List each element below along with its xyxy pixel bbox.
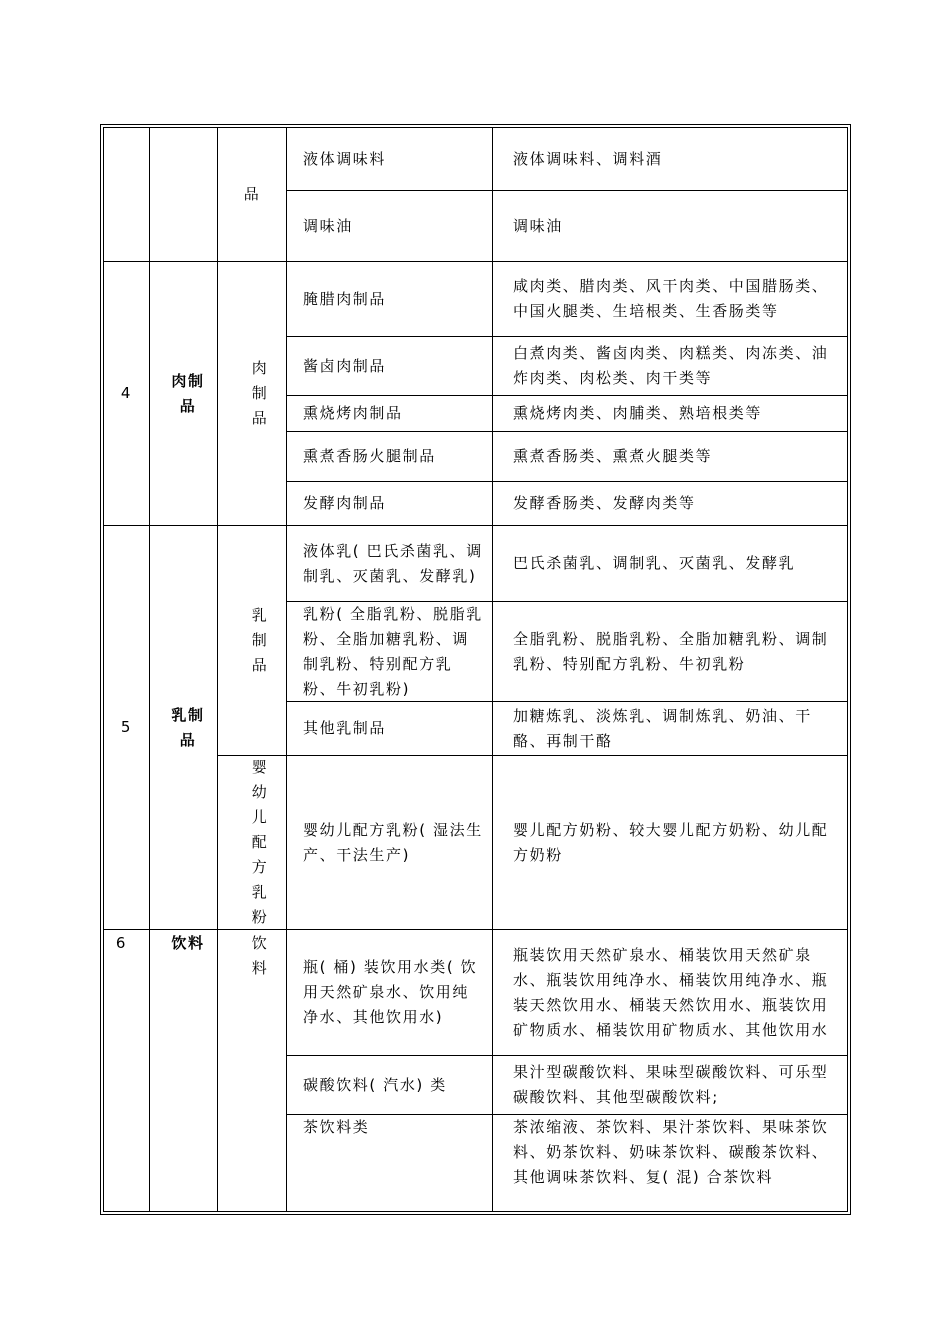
item-detail-cell (513, 756, 843, 929)
item-detail-cell (513, 432, 843, 481)
item-detail: 全脂乳粉、脱脂乳粉、全脂加糖乳粉、调制乳粉、特别配方乳粉、牛初乳粉 (513, 629, 829, 673)
item-name: 其他乳制品 (303, 719, 387, 737)
subcategory-cell (250, 262, 270, 525)
item-detail: 液体调味料、调料酒 (513, 149, 663, 168)
item-detail: 巴氏杀菌乳、调制乳、灭菌乳、发酵乳 (513, 554, 796, 572)
item-name-cell (303, 128, 483, 190)
item-name: 熏烧烤肉制品 (303, 404, 403, 422)
subcategory-text: 乳制品 (251, 606, 269, 674)
item-name: 熏煮香肠火腿制品 (303, 447, 436, 465)
item-name: 液体调味料 (303, 149, 387, 168)
item-name: 瓶( 桶) 装饮用水类( 饮用天然矿泉水、饮用纯净水、其他饮用水) (303, 958, 478, 1026)
category-cell (168, 526, 208, 929)
item-name-cell (303, 756, 483, 929)
item-detail-cell (513, 602, 843, 701)
col-divider (492, 127, 493, 1212)
item-name-cell (303, 482, 483, 525)
item-detail-cell (513, 128, 843, 190)
item-name: 婴幼儿配方乳粉( 湿法生产、干法生产) (303, 820, 483, 864)
item-name-cell (303, 1115, 483, 1211)
col-divider (286, 127, 287, 1212)
item-detail: 加糖炼乳、淡炼乳、调制炼乳、奶油、干酪、再制干酪 (513, 706, 812, 750)
item-name: 发酵肉制品 (303, 494, 387, 512)
item-name-cell (303, 702, 483, 755)
item-detail-cell (513, 191, 843, 261)
item-name-cell (303, 432, 483, 481)
item-name-cell (303, 526, 483, 601)
item-detail: 茶浓缩液、茶饮料、果汁茶饮料、果味茶饮料、奶茶饮料、奶味茶饮料、碳酸茶饮料、其他调味茶饮料、复( 混) 合茶饮料 (513, 1118, 829, 1186)
col-divider (217, 127, 218, 1212)
item-name-cell (303, 602, 483, 701)
item-detail-cell (513, 482, 843, 525)
item-name-cell (303, 1056, 483, 1114)
row-number-cell (104, 526, 149, 929)
item-detail-cell (513, 1115, 843, 1211)
item-detail: 果汁型碳酸饮料、果味型碳酸饮料、可乐型碳酸饮料、其他型碳酸饮料; (513, 1063, 829, 1106)
item-name: 腌腊肉制品 (303, 289, 387, 308)
row-number-cell (104, 262, 149, 525)
subcategory-text: 肉制品 (251, 359, 269, 427)
item-name: 液体乳( 巴氏杀菌乳、调制乳、灭菌乳、发酵乳) (303, 541, 483, 585)
item-name-cell (303, 337, 483, 395)
subcategory-cell (250, 756, 270, 929)
item-name: 乳粉( 全脂乳粉、脱脂乳粉、全脂加糖乳粉、调制乳粉、特别配方乳粉、牛初乳粉) (303, 604, 483, 698)
category-cell (168, 262, 208, 525)
item-name: 调味油 (303, 216, 353, 235)
item-detail: 咸肉类、腊肉类、风干肉类、中国腊肠类、中国火腿类、生培根类、生香肠类等 (513, 277, 829, 320)
item-detail-cell (513, 262, 843, 336)
col-divider (149, 127, 150, 1212)
item-detail-cell (513, 1056, 843, 1114)
item-detail-cell (513, 702, 843, 755)
item-detail-cell (513, 396, 843, 431)
item-detail: 熏煮香肠类、熏煮火腿类等 (513, 447, 713, 465)
item-detail: 熏烧烤肉类、肉脯类、熟培根类等 (513, 404, 763, 422)
item-name-cell (303, 191, 483, 261)
subcategory-cell (250, 931, 270, 1211)
category-text: 乳制品 (171, 705, 205, 749)
row-number: 5 (120, 718, 133, 736)
item-name: 茶饮料类 (303, 1118, 370, 1136)
item-name-cell (303, 396, 483, 431)
item-detail: 瓶装饮用天然矿泉水、桶装饮用天然矿泉水、瓶装饮用纯净水、桶装饮用纯净水、瓶装天然饮用水、桶装天然饮用水、瓶装饮用矿物质水、桶装饮用矿物质水、其他饮用水 (513, 945, 829, 1039)
item-detail-cell (513, 930, 843, 1055)
category-text: 饮料 (171, 934, 205, 952)
item-name-cell (303, 930, 483, 1055)
subcategory-text: 品 (243, 185, 261, 203)
row-number: 6 (115, 934, 128, 952)
item-detail-cell (513, 526, 843, 601)
category-cell (160, 931, 216, 1211)
item-detail: 白煮肉类、酱卤肉类、肉糕类、肉冻类、油炸肉类、肉松类、肉干类等 (513, 344, 829, 387)
subcategory-cell (250, 526, 270, 755)
subcategory-cell (218, 128, 286, 261)
category-text: 肉制品 (171, 371, 205, 415)
item-detail: 发酵香肠类、发酵肉类等 (513, 494, 696, 512)
subcategory-text: 婴幼儿配方乳粉 (251, 758, 269, 926)
item-name: 酱卤肉制品 (303, 356, 387, 375)
item-name: 碳酸饮料( 汽水) 类 (303, 1075, 447, 1094)
item-detail: 婴儿配方奶粉、较大婴儿配方奶粉、幼儿配方奶粉 (513, 820, 829, 864)
subcategory-text: 饮料 (251, 934, 269, 977)
item-detail-cell (513, 337, 843, 395)
row-number-cell (104, 931, 139, 1211)
row-number: 4 (120, 384, 133, 402)
item-name-cell (303, 262, 483, 336)
item-detail: 调味油 (513, 216, 563, 235)
